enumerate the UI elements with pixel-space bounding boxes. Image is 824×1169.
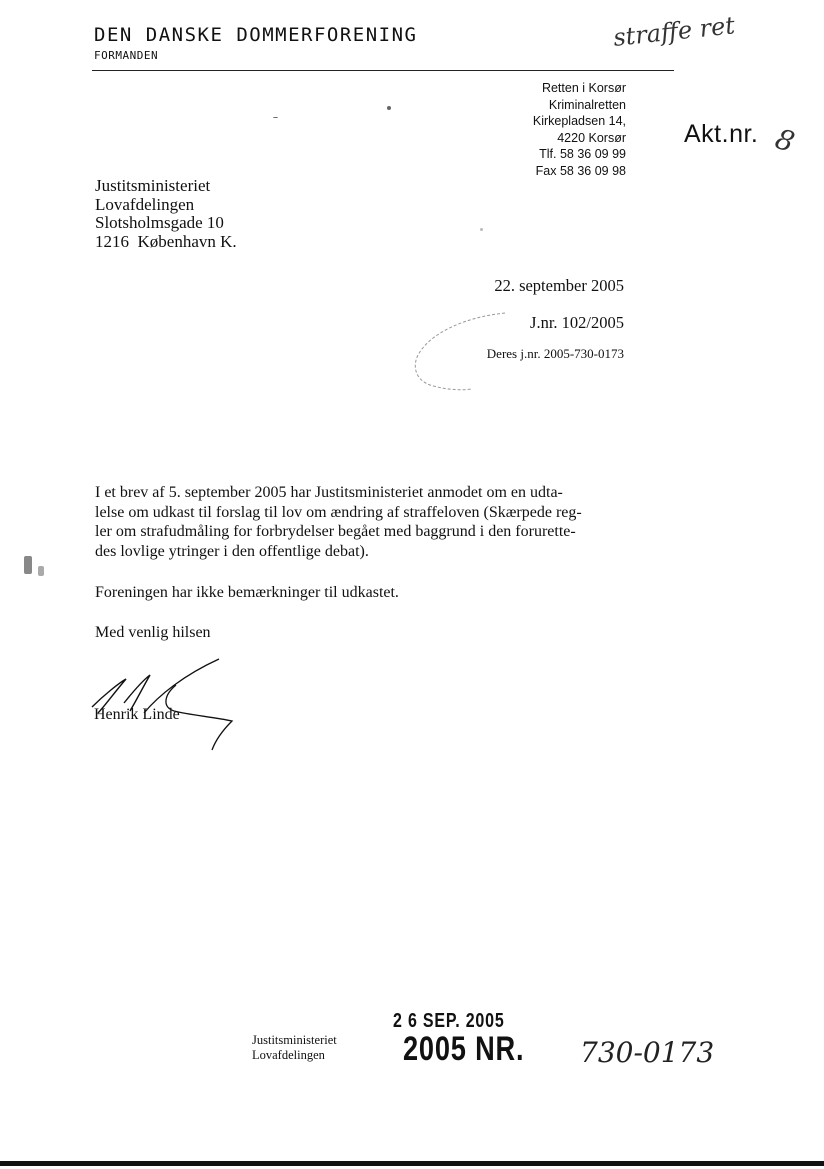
organization-name: DEN DANSKE DOMMERFORENING <box>94 24 418 46</box>
sender-address-line: 4220 Korsør <box>557 130 626 145</box>
letter-date: 22. september 2005 <box>494 276 624 295</box>
receipt-stamp-number: 2005 NR. <box>403 1030 525 1068</box>
letter-body-paragraph <box>95 483 635 561</box>
body-line: lelse om udkast til forslag til lov om ændring af straffeloven (Skærpede reg- <box>95 503 582 521</box>
handwritten-note: straffe ret <box>612 11 737 52</box>
sender-address <box>533 80 626 179</box>
recipient-line: 1216 København K. <box>95 231 237 251</box>
journal-number: J.nr. 102/2005 <box>530 313 624 332</box>
closing-greeting: Med venlig hilsen <box>95 624 211 641</box>
page-bottom-edge <box>0 1161 824 1166</box>
sender-address-line: Retten i Korsør <box>541 81 626 95</box>
recipient-line: Justitsministeriet <box>95 176 211 195</box>
reference-number: Deres j.nr. 2005-730-0173 <box>486 346 624 361</box>
body-line: I et brev af 5. september 2005 har Justitsministeriet anmodet om en udta- <box>95 484 563 501</box>
organization-subtitle: FORMANDEN <box>94 49 159 62</box>
scan-speck <box>387 106 391 110</box>
scan-speck <box>24 556 32 574</box>
pencil-bracket-mark <box>410 305 520 395</box>
scan-speck <box>38 566 44 576</box>
sender-address-line: Kriminalretten <box>548 97 626 112</box>
recipient-address <box>95 177 237 251</box>
stamp-label-line: Justitsministeriet <box>252 1033 337 1047</box>
scan-speck <box>480 228 483 231</box>
akt-number-label: Akt.nr. <box>684 120 759 148</box>
header-divider <box>92 70 674 71</box>
recipient-line: Lovafdelingen <box>95 194 195 214</box>
sender-address-line: Fax 58 36 09 98 <box>535 163 626 178</box>
body-line: des lovlige ytringer i den offentlige debat). <box>95 542 369 560</box>
sender-address-line: Kirkepladsen 14, <box>532 114 626 128</box>
receipt-stamp-handwritten-number: 730-0173 <box>580 1036 715 1069</box>
receipt-stamp-label <box>252 1033 337 1063</box>
recipient-line: Slotsholmsgade 10 <box>95 213 224 232</box>
letter-body-paragraph-2: Foreningen har ikke bemærkninger til udkastet. <box>95 584 399 601</box>
scan-speck <box>273 117 278 118</box>
sender-address-line: Tlf. 58 36 09 99 <box>539 147 626 161</box>
body-line: ler om strafudmåling for forbrydelser begået med baggrund i den forurette- <box>95 523 576 540</box>
signature-scribble <box>84 655 254 755</box>
signer-name: Henrik Linde <box>94 706 180 723</box>
receipt-stamp-date: 2 6 SEP. 2005 <box>393 1010 505 1032</box>
akt-number-handwritten: 8 <box>771 122 799 159</box>
stamp-label-line: Lovafdelingen <box>252 1048 325 1062</box>
